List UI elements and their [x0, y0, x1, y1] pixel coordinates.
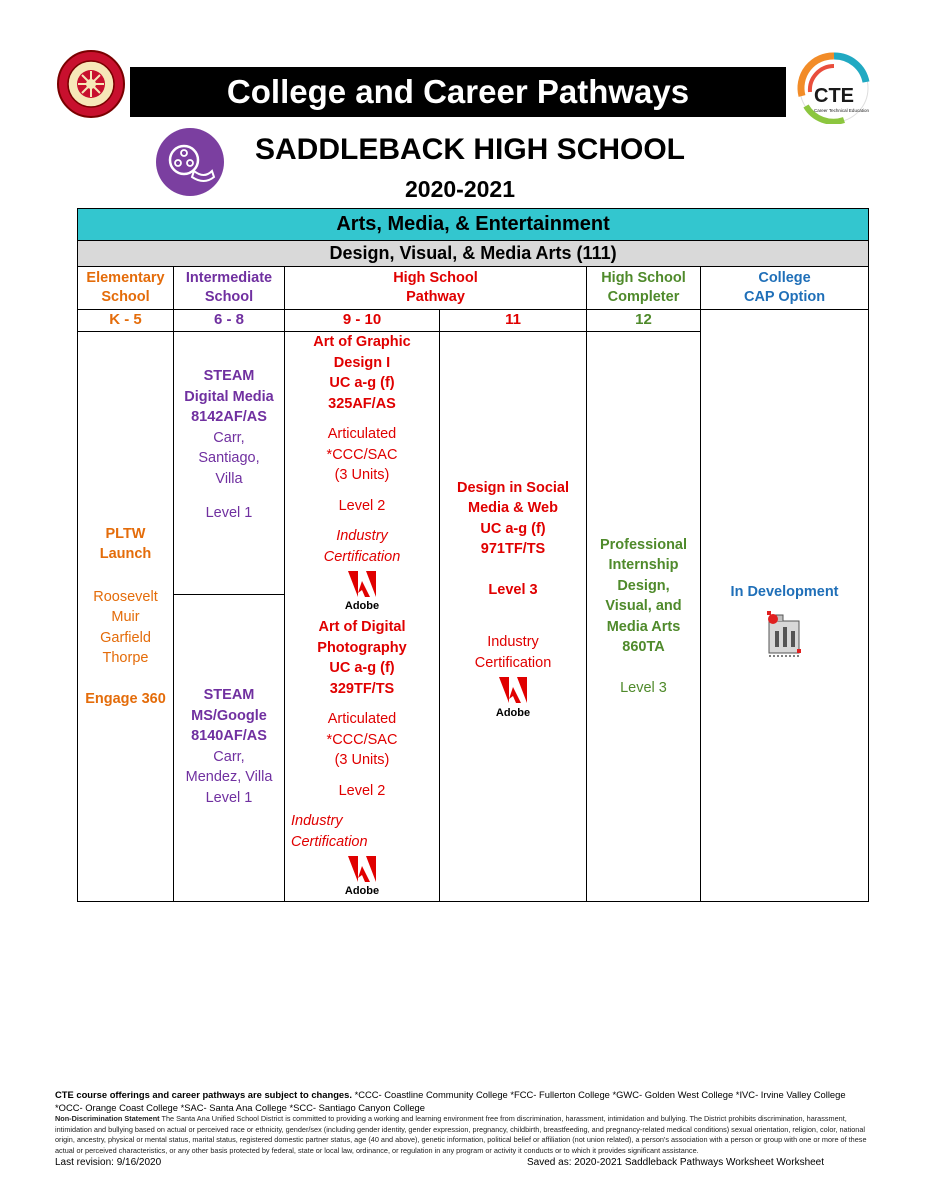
elementary-cell: PLTW Launch Roosevelt Muir Garfield Thorpe Engage 360 — [78, 332, 174, 902]
footer-disclaimer: CTE course offerings and career pathways are subject to changes. *CCC- Coastline Community College *FCC- Fullerton College *GWC- Golden West College *IVC- Irvine Valley College — [55, 1089, 846, 1100]
grade-12: 12 — [587, 310, 701, 332]
highschool-9-10-cell: Art of Graphic Design I UC a-g (f) 325AF/AS Articulated *CCC/SAC (3 Units) Level 2 Industry Certification Adobe Art of Digital Photography UC a-g (f) 329TF/TS Articulated *CCC/SAC (3 Units) Level 2 Industry Certification Adobe — [285, 332, 440, 902]
col-header-highschool: High School Pathway — [285, 267, 587, 310]
intermediate-bottom-cell: STEAM MS/Google 8140AF/AS Carr, Mendez, Villa Level 1 — [174, 595, 285, 902]
pathway-table — [77, 208, 868, 903]
grade-11: 11 — [440, 310, 587, 332]
page-banner-title: College and Career Pathways — [130, 67, 786, 117]
svg-text:Adobe: Adobe — [344, 600, 380, 611]
grade-k5: K - 5 — [78, 310, 174, 332]
adobe-icon — [493, 675, 533, 719]
svg-text:Adobe: Adobe — [495, 707, 531, 720]
footer-notes — [55, 1088, 875, 1156]
intermediate-top-cell: STEAM Digital Media 8142AF/AS Carr, Santiago, Villa Level 1 — [174, 332, 285, 595]
non-discrimination-statement: Non-Discrimination Statement The Santa Ana Unified School District is committed to providing a working and learning environment free from discrimination, harassment, intimidation and bullying. The District prohibits discrimination, harassment, intimidation and bullying based on actual or perceived race or ethnicity, gender/sex (including gender identity, gender expression, pregnancy, childbirth, breastfeeding, and pregnancy-related medical conditions) sexual orientation, religion, color, national origin, ancestry, physical or mental status, marital status, registered domestic partner status, age (40 and above), genetic information, political belief or affiliation (not union related), a person's association with a person or group with one or more of these actual or perceived characteristics, or any other basis protected by federal, state or local law, ordinance, or regulation in any program or activity it conducts or to which it provides significant assistance. — [55, 1114, 867, 1155]
highschool-11-cell: Design in Social Media & Web UC a-g (f) 971TF/TS Level 3 Industry Certification Adobe — [440, 332, 587, 902]
school-year: 2020-2021 — [405, 176, 515, 202]
col-header-elementary: Elementary School — [78, 267, 174, 310]
svg-text:Adobe: Adobe — [344, 885, 380, 896]
sector-header: Arts, Media, & Entertainment — [78, 209, 869, 241]
grade-9-10: 9 - 10 — [285, 310, 440, 332]
col-header-college: College CAP Option — [701, 267, 869, 310]
film-reel-icon — [152, 127, 228, 197]
svg-text:CTE: CTE — [814, 85, 854, 107]
saved-as: Saved as: 2020-2021 Saddleback Pathways Worksheet Worksheet — [527, 1157, 825, 1168]
col-header-intermediate: Intermediate School — [174, 267, 285, 310]
adobe-icon — [342, 854, 382, 896]
school-name: SADDLEBACK HIGH SCHOOL — [254, 133, 685, 166]
adobe-icon — [342, 569, 382, 611]
grade-6-8: 6 - 8 — [174, 310, 285, 332]
district-seal-icon — [52, 49, 130, 119]
footer-colleges: *OCC- Orange Coast College *SAC- Santa Ana College *SCC- Santiago Canyon College — [55, 1102, 425, 1113]
last-revision: Last revision: 9/16/2020 — [55, 1157, 162, 1168]
building-icon — [765, 609, 805, 659]
college-status: In Development — [730, 584, 839, 601]
cte-logo-icon — [784, 52, 882, 124]
pathway-header: Design, Visual, & Media Arts (111) — [78, 241, 869, 267]
completer-12-cell: Professional Internship Design, Visual, and Media Arts 860TA Level 3 — [587, 332, 701, 902]
col-header-completer: High School Completer — [587, 267, 701, 310]
svg-text:Career Technical Education: Career Technical Education — [814, 108, 869, 113]
college-cell — [701, 310, 869, 902]
